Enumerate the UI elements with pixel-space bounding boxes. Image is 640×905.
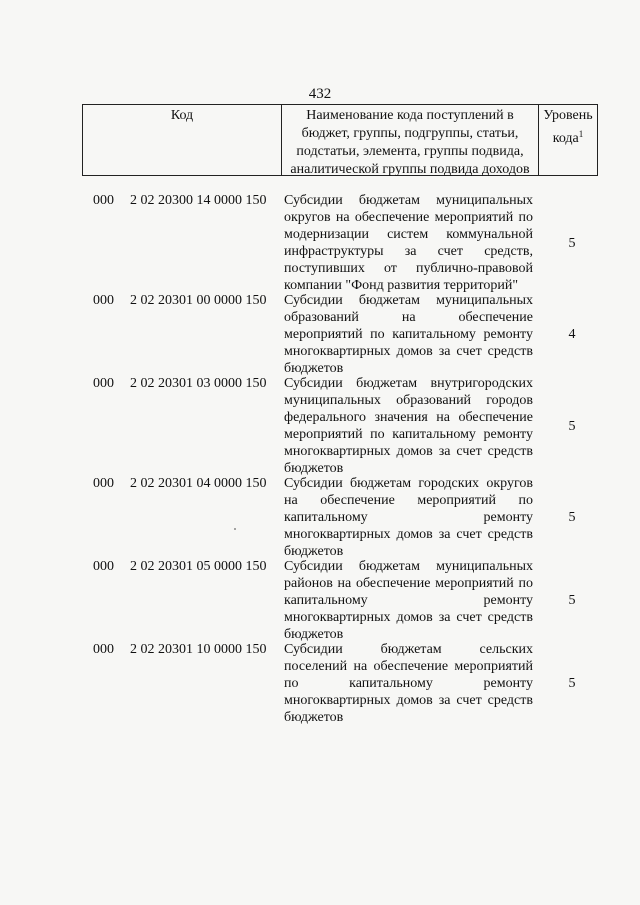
description-line: федерального значения на обеспечение bbox=[284, 410, 533, 425]
description-line: Субсидии бюджетам муниципальных bbox=[284, 193, 533, 208]
admin-code: 000 bbox=[93, 476, 114, 491]
description-line: модернизации систем коммунальной bbox=[284, 227, 533, 242]
description-line: Субсидии бюджетам городских округов bbox=[284, 476, 533, 491]
description-line: бюджетов bbox=[284, 461, 344, 476]
budget-code: 2 02 20301 10 0000 150 bbox=[130, 642, 267, 657]
admin-code: 000 bbox=[93, 559, 114, 574]
admin-code: 000 bbox=[93, 376, 114, 391]
description-line: Субсидии бюджетам сельских bbox=[284, 642, 533, 657]
code-description bbox=[284, 292, 533, 377]
description-line: Субсидии бюджетам муниципальных bbox=[284, 559, 533, 574]
scan-speck bbox=[234, 528, 236, 530]
code-level: 5 bbox=[568, 509, 576, 525]
description-line: компании "Фонд развития территорий" bbox=[284, 278, 519, 293]
description-line: многоквартирных домов за счет средств bbox=[284, 610, 533, 625]
description-line: бюджетов bbox=[284, 710, 344, 725]
header-name-line: Наименование кода поступлений в bbox=[306, 108, 514, 123]
description-line: мероприятий по капитальному ремонту bbox=[284, 327, 533, 342]
budget-code: 2 02 20301 04 0000 150 bbox=[130, 476, 267, 491]
code-level: 4 bbox=[568, 326, 576, 342]
description-line: инфраструктуры за счет средств, bbox=[284, 244, 533, 259]
code-description bbox=[284, 375, 533, 477]
code-description bbox=[284, 475, 533, 560]
code-description bbox=[284, 558, 533, 643]
header-level-column bbox=[539, 105, 597, 175]
description-line: бюджетов bbox=[284, 544, 344, 559]
code-level: 5 bbox=[568, 675, 576, 691]
description-line: на обеспечение мероприятий по bbox=[284, 493, 533, 508]
code-level: 5 bbox=[568, 235, 576, 251]
header-code-column bbox=[83, 105, 282, 175]
description-line: районов на обеспечение мероприятий по bbox=[284, 576, 533, 591]
description-line: Субсидии бюджетам муниципальных bbox=[284, 293, 533, 308]
description-line: Субсидии бюджетам внутригородских bbox=[284, 376, 533, 391]
description-line: бюджетов bbox=[284, 361, 344, 376]
header-name-column bbox=[282, 105, 539, 175]
description-line: многоквартирных домов за счет средств bbox=[284, 527, 533, 542]
code-level: 5 bbox=[568, 592, 576, 608]
page-number: 432 bbox=[308, 86, 332, 102]
description-line: многоквартирных домов за счет средств bbox=[284, 344, 533, 359]
header-name-line: бюджет, группы, подгруппы, статьи, bbox=[301, 126, 519, 141]
code-level: 5 bbox=[568, 418, 576, 434]
header-name-line: подстатьи, элемента, группы подвида, bbox=[296, 144, 524, 159]
description-line: муниципальных образований городов bbox=[284, 393, 533, 408]
code-description bbox=[284, 192, 533, 294]
budget-code: 2 02 20300 14 0000 150 bbox=[130, 193, 267, 208]
code-description bbox=[284, 641, 533, 726]
budget-code: 2 02 20301 05 0000 150 bbox=[130, 559, 267, 574]
description-line: образований на обеспечение bbox=[284, 310, 533, 325]
description-line: многоквартирных домов за счет средств bbox=[284, 693, 533, 708]
description-line: поступивших от публично-правовой bbox=[284, 261, 533, 276]
admin-code: 000 bbox=[93, 293, 114, 308]
header-name-line: аналитической группы подвида доходов bbox=[290, 162, 530, 177]
budget-code: 2 02 20301 03 0000 150 bbox=[130, 376, 267, 391]
description-line: бюджетов bbox=[284, 627, 344, 642]
header-code-label: Код bbox=[170, 108, 194, 123]
admin-code: 000 bbox=[93, 642, 114, 657]
admin-code: 000 bbox=[93, 193, 114, 208]
header-level-code-label: кода bbox=[552, 131, 579, 146]
description-line: многоквартирных домов за счет средств bbox=[284, 444, 533, 459]
header-level-label: Уровень bbox=[543, 108, 593, 123]
description-line: капитальному ремонту bbox=[284, 593, 533, 608]
description-line: капитальному ремонту bbox=[284, 510, 533, 525]
description-line: мероприятий по капитальному ремонту bbox=[284, 427, 533, 442]
table-header bbox=[82, 104, 598, 176]
description-line: поселений на обеспечение мероприятий bbox=[284, 659, 533, 674]
footnote-marker: 1 bbox=[578, 129, 584, 139]
description-line: по капитальному ремонту bbox=[284, 676, 533, 691]
description-line: округов на обеспечение мероприятий по bbox=[284, 210, 533, 225]
budget-code: 2 02 20301 00 0000 150 bbox=[130, 293, 267, 308]
